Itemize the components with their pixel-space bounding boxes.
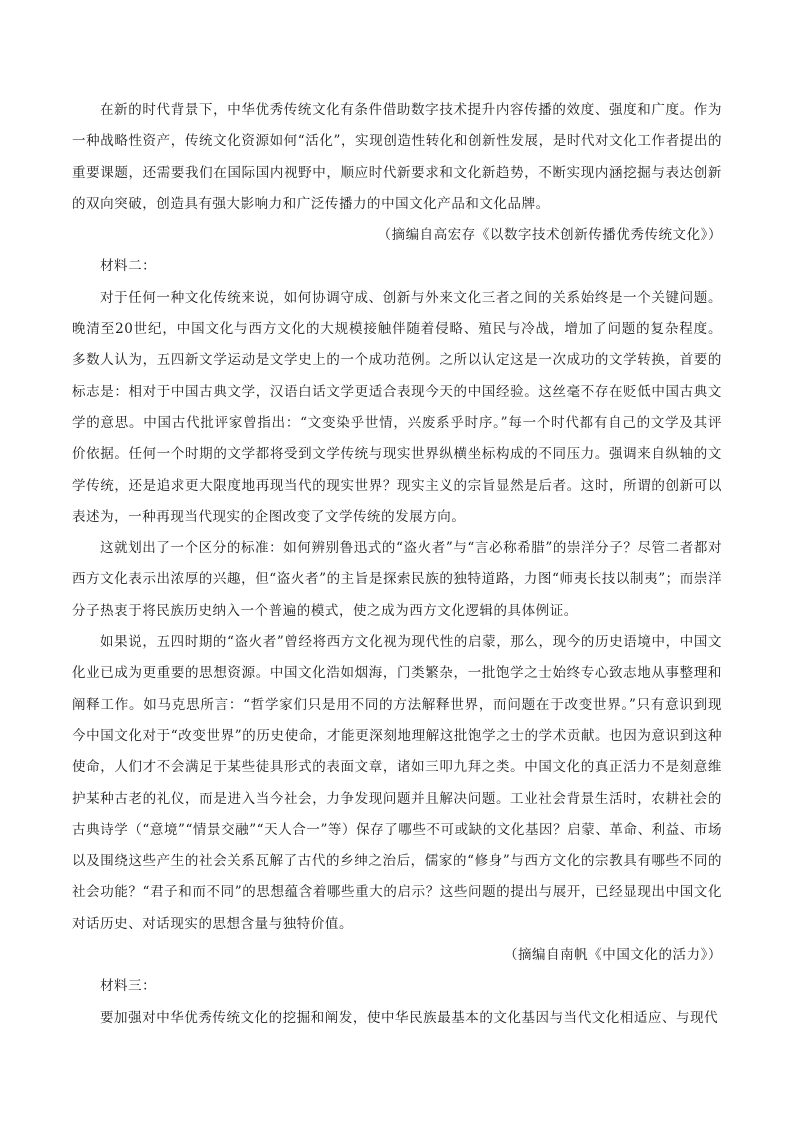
paragraph-material-one-end: 在新的时代背景下，中华优秀传统文化有条件借助数字技术提升内容传播的效度、强度和广度。作为一种战略性资产，传统文化资源如何“活化”，实现创造性转化和创新性发展，是时代对文化工作者提出的重要课题，还需要我们在国际国内视野中，顺应时代新要求和文化新趋势，不断实现内涵挖掘与表达创新的双向突破，创造具有强大影响力和广泛传播力的中国文化产品和文化品牌。: [72, 102, 722, 212]
paragraph-material-two-3: 如果说，五四时期的“盗火者”曾经将西方文化视为现代性的启蒙，那么，现今的历史语境中，中国文化业已成为更重要的思想资源。中国文化浩如烟海，门类繁杂，一批饱学之士始终专心致志地从事整理和阐释工作。如马克思所言：“哲学家们只是用不同的方法解释世界，而问题在于改变世界。”只有意识到现今中国文化对于“改变世界”的历史使命，才能更深刻地理解这批饱学之士的学术贡献。也因为意识到这种使命，人们才不会满足于某些徒具形式的表面文章，诸如三叩九拜之类。中国文化的真正活力不是刻意维护某种古老的礼仪，而是进入当今社会，力争发现问题并且解决问题。工业社会背景生活时，农耕社会的古典诗学（“意境”“情景交融”“天人合一”等）保存了哪些不可或缺的文化基因？启蒙、革命、利益、市场以及围绕这些产生的社会关系瓦解了古代的乡绅之治后，儒家的“修身”与西方文化的宗教具有哪些不同的社会功能？“君子和而不同”的思想蕴含着哪些重大的启示？这些问题的提出与展开，已经显现出中国文化对话历史、对话现实的思想含量与独特价值。: [72, 634, 722, 932]
material-two-heading: 材料二：: [100, 258, 157, 275]
paragraph-material-two-1: 对于任何一种文化传统来说，如何协调守成、创新与外来文化三者之间的关系始终是一个关键问题。晚清至20世纪，中国文化与西方文化的大规模接触伴随着侵略、殖民与冷战，增加了问题的复杂程度。多数人认为，五四新文学运动是文学史上的一个成功范例。之所以认定这是一次成功的文学转换，首要的标志是：相对于中国古典文学，汉语白话文学更适合表现今天的中国经验。这丝毫不存在贬低中国古典文学的意思。中国古代批评家曾指出：“文变染乎世情，兴废系乎时序。”每一个时代都有自己的文学及其评价依据。任何一个时期的文学都将受到文学传统与现实世界纵横坐标构成的不同压力。强调来自纵轴的文学传统，还是追求更大限度地再现当代的现实世界？现实主义的宗旨显然是后者。这时，所谓的创新可以表述为，一种再现当代现实的企图改变了文学传统的发展方向。: [72, 289, 722, 525]
document-body: [72, 95, 722, 1034]
source-citation-two: （摘编自南帆《中国文化的活力》）: [503, 947, 722, 964]
paragraph-material-two-2: 这就划出了一个区分的标准：如何辨别鲁迅式的“盗火者”与“言必称希腊”的崇洋分子？尽管二者都对西方文化表示出浓厚的兴趣，但“盗火者”的主旨是探索民族的独特道路，力图“师夷长技以制夷”；而崇洋分子热衷于将民族历史纳入一个普遍的模式，使之成为西方文化逻辑的具体例证。: [72, 540, 722, 619]
source-citation-one: （摘编自高宏存《以数字技术创新传播优秀传统文化》）: [377, 227, 722, 244]
paragraph-material-three-1: 要加强对中华优秀传统文化的挖掘和阐发，使中华民族最基本的文化基因与当代文化相适应、与现代: [100, 1009, 719, 1026]
material-three-heading: 材料三：: [100, 978, 157, 995]
